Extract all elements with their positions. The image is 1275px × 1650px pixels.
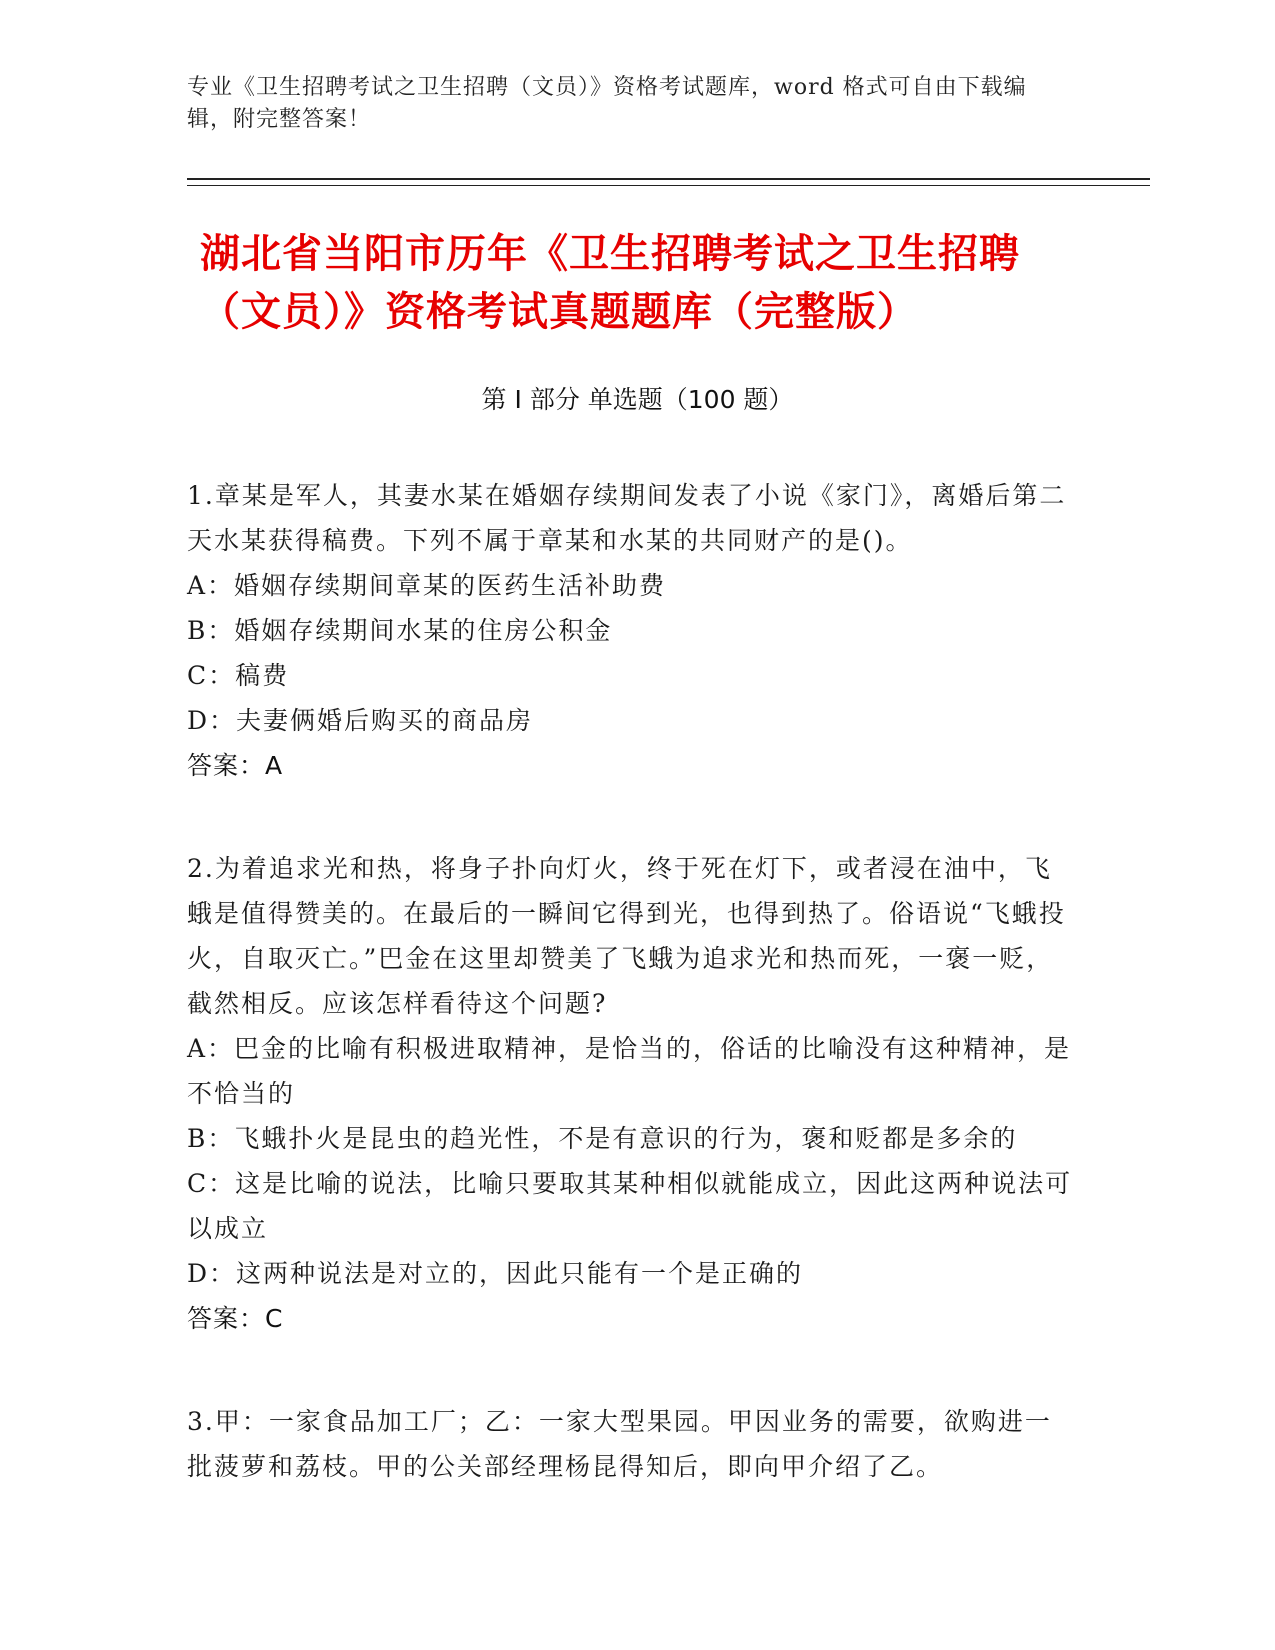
header-divider-thin — [187, 185, 1150, 186]
option-a: A：婚姻存续期间章某的医药生活补助费 — [187, 571, 667, 600]
question-3 — [187, 1399, 1077, 1489]
question-2 — [187, 846, 1077, 1341]
option-c: C：这是比喻的说法，比喻只要取其某种相似就能成立，因此这两种说法可以成立 — [187, 1169, 1073, 1243]
option-d: D：夫妻俩婚后购买的商品房 — [187, 706, 534, 735]
answer: 答案：C — [187, 1304, 284, 1333]
question-text: 1.章某是军人，其妻水某在婚姻存续期间发表了小说《家门》，离婚后第二天水某获得稿费。下列不属于章某和水某的共同财产的是()。 — [187, 481, 1067, 555]
document-title: 湖北省当阳市历年《卫生招聘考试之卫生招聘（文员）》资格考试真题题库（完整版） — [200, 231, 1020, 335]
question-list — [187, 473, 1077, 1547]
question-1 — [187, 473, 1077, 788]
option-d: D：这两种说法是对立的，因此只能有一个是正确的 — [187, 1259, 804, 1288]
option-b: B：飞蛾扑火是昆虫的趋光性，不是有意识的行为，褒和贬都是多余的 — [187, 1124, 1018, 1153]
option-b: B：婚姻存续期间水某的住房公积金 — [187, 616, 613, 645]
question-text: 2.为着追求光和热，将身子扑向灯火，终于死在灯下，或者浸在油中，飞蛾是值得赞美的。在最后的一瞬间它得到光，也得到热了。俗语说“飞蛾投火，自取灭亡。”巴金在这里却赞美了飞蛾为追求光和热而死，一褒一贬，截然相反。应该怎样看待这个问题? — [187, 854, 1066, 1018]
option-c: C：稿费 — [187, 661, 290, 690]
answer: 答案：A — [187, 751, 284, 780]
question-text: 3.甲：一家食品加工厂；乙：一家大型果园。甲因业务的需要，欲购进一批菠萝和荔枝。甲的公关部经理杨昆得知后，即向甲介绍了乙。 — [187, 1407, 1052, 1481]
section-heading: 第 I 部分 单选题（100 题） — [481, 385, 794, 414]
header-divider-thick — [187, 178, 1150, 180]
option-a: A：巴金的比喻有积极进取精神，是恰当的，俗话的比喻没有这种精神，是不恰当的 — [187, 1034, 1072, 1108]
header-note: 专业《卫生招聘考试之卫生招聘（文员）》资格考试题库，word 格式可自由下载编辑，附完整答案！ — [187, 75, 1027, 132]
